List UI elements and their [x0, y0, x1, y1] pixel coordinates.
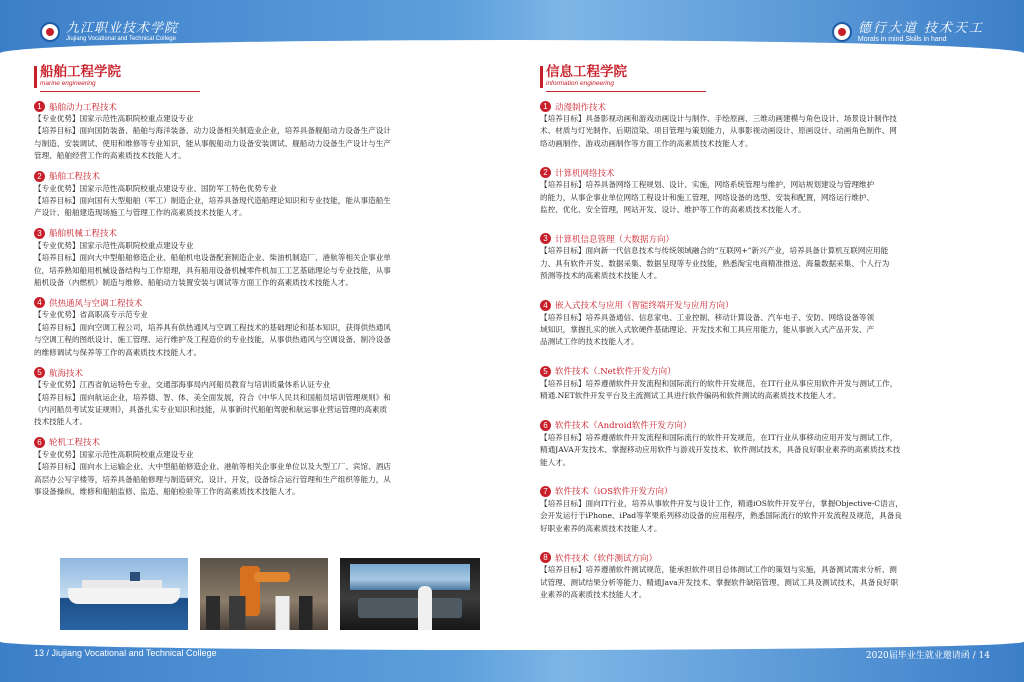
- major-number-badge: 6: [540, 420, 551, 431]
- major-name: 供热通风与空调工程技术: [49, 298, 143, 309]
- major-number-badge: 5: [540, 366, 551, 377]
- major-text-line: 事设备操纵、维修和船舶监修、监造、船舶检验等工作的高素质技术技能人才。: [34, 486, 300, 496]
- major-block: [540, 365, 990, 403]
- major-title: [34, 436, 482, 449]
- major-block: [540, 551, 990, 601]
- major-text-line: 【培养目标】具备影视动画和游戏动画设计与制作、手绘原画、三维动画建模与角色设计、场景设计制作技: [540, 114, 897, 123]
- college-emblem-icon: [40, 22, 60, 42]
- major-title: [34, 100, 482, 113]
- major-text-line: 【培养目标】面向新一代信息技术与传统领域融合的“互联网+”新兴产业，培养具备计算机互联网应用能: [540, 246, 889, 256]
- major-number-badge: 3: [540, 233, 551, 244]
- motto-cn: 德行大道 技术天工: [857, 21, 984, 36]
- major-name: 轮机工程技术: [49, 438, 101, 449]
- major-block: [540, 100, 990, 150]
- major-name: 船舶动力工程技术: [49, 102, 118, 113]
- major-block: [34, 170, 482, 220]
- major-text-line: 会开发运行于iPhone、iPad等苹果系列移动设备的应用程序，熟悉国际流行的软件开发流程及规范，具备良: [540, 511, 902, 521]
- major-text-line: 【专业优势】国家示范性高职院校重点建设专业: [34, 240, 194, 250]
- motto-en: Morals in mind Skills in hand: [857, 35, 947, 43]
- major-text-line: 【专业优势】江西省航运特色专业、交通部海事局内河船员教育与培训质量体系认证专业: [34, 380, 331, 390]
- major-name: 航海技术: [49, 368, 84, 379]
- major-text-line: 【培养目标】培养具备网络工程规划、设计、实施，网络系统管理与维护，网站规划建设与管理维护: [540, 180, 875, 190]
- major-title: [540, 419, 990, 432]
- major-text-line: 试管理、测试结果分析等能力、精通Java开发技术、掌握软件缺陷管理、测试工具及测试技术，具备良好职: [540, 577, 899, 587]
- major-number-badge: 1: [540, 101, 551, 112]
- major-name: 动漫制作技术: [555, 102, 607, 113]
- major-text-line: 品测试工作的技术技能人才。: [540, 337, 639, 347]
- major-text-line: 与空调工程的图纸设计、施工管理、运行维护及工程造价的专业技能，从事供热通风与空调设备、制冷设备: [34, 335, 391, 345]
- major-text-line: 的能力，从事企事业单位网络工程设计和施工管理，网络设备的选型、安装和配置，网络运行维护、: [540, 192, 875, 202]
- major-block: [34, 366, 482, 429]
- major-block: [34, 100, 482, 163]
- major-text-line: 精通.NET软件开发平台及主流测试工具进行软件编码和软件测试的高素质技术技能人才。: [540, 391, 841, 401]
- right-section-title: 信息工程学院: [546, 64, 627, 80]
- major-text-line: 【培养目标】面向国防装备、船舶与海洋装备、动力设备相关制造业企业，培养具备舰船动力设备生产设计: [34, 126, 391, 136]
- major-text-line: 【培养目标】培养具备通信、信息家电、工业控制、移动计算设备、汽车电子、安防、网络设备等领: [540, 312, 875, 322]
- major-text-line: 与制造、安装调试、使用和维修等专业知识，能从事舰船动力设备安装调试、舰船动力设备生产设计与生产: [34, 138, 391, 148]
- major-name: 软件技术（iOS软件开发方向）: [555, 487, 673, 498]
- header-band: [0, 0, 1024, 56]
- major-number-badge: 2: [34, 171, 45, 182]
- major-text-line: 络动画制作、游戏动画制作等方面工作的高素质技术技能人才。: [540, 138, 753, 148]
- major-name: 软件技术（Android软件开发方向）: [555, 421, 692, 432]
- major-number-badge: 7: [540, 486, 551, 497]
- major-block: [540, 232, 990, 282]
- cruise-ship-photo: [60, 558, 188, 630]
- major-title: [34, 366, 482, 379]
- major-text-line: 【培养目标】面向大中型船舶修造企业、船舶机电设备配套制造企业、柴油机制造厂、港航等相关企事业单: [34, 253, 391, 263]
- bridge-simulator-photo: [340, 558, 480, 630]
- major-number-badge: 5: [34, 367, 45, 378]
- major-text-line: 监控、优化、安全管理，网站开发、设计、维护等工作的高素质技术技能人才。: [540, 205, 806, 215]
- section-rule: [40, 91, 200, 92]
- major-number-badge: 6: [34, 437, 45, 448]
- major-text-line: 术、材质与灯光制作、后期渲染、项目管理与策划能力，从事影视动画设计、原画设计、动画角色制作、网: [540, 126, 897, 136]
- major-title: [540, 232, 990, 245]
- major-title: [34, 296, 482, 309]
- major-text-line: 【培养目标】面向航运企业，培养德、智、体、美全面发展，符合《中华人民共和国船员培训管理规则》和: [34, 392, 391, 402]
- major-text-line: 【专业优势】国家示范性高职院校重点建设专业: [34, 114, 194, 123]
- major-text-line: 高层办公写字楼等，培养具备船舶修理与制造研究、设计、开发，设备综合运行管理和生产组织等能力，从: [34, 474, 391, 484]
- major-text-line: 【专业优势】国家示范性高职院校重点建设专业: [34, 449, 194, 459]
- right-majors-list: [540, 100, 990, 601]
- major-number-badge: 4: [540, 300, 551, 311]
- major-text-line: 产设计、船舶建造现场施工与管理工作的高素质技术技能人才。: [34, 208, 247, 218]
- motto-emblem-icon: [832, 22, 852, 42]
- left-column: [34, 64, 482, 505]
- major-text-line: 【培养目标】培养遵循软件开发流程和国际流行的软件开发规范，在IT行业从事应用软件开发与测试工作，: [540, 378, 898, 388]
- left-majors-list: [34, 100, 482, 498]
- major-text-line: 域知识，掌握扎实的嵌入式软硬件基础理论、开发技术和工具应用能力，能从事嵌入式产品开发、产: [540, 325, 875, 335]
- major-block: [34, 436, 482, 499]
- footer-right-page: 2020届毕业生就业邀请函 / 14: [865, 651, 990, 661]
- major-block: [540, 419, 990, 469]
- section-accent-bar: [34, 66, 37, 88]
- college-name-cn: 九江职业技术学院: [66, 21, 179, 37]
- section-accent-bar: [540, 66, 543, 88]
- major-text-line: 好职业素养的高素质技术技能人才。: [540, 523, 662, 533]
- major-block: [34, 227, 482, 290]
- major-text-line: 预测等技术的高素质技术技能人才。: [540, 271, 662, 281]
- college-name-en: Jiujiang Vocational and Technical College: [66, 35, 176, 42]
- left-section-subtitle: marine engineering: [40, 80, 96, 87]
- major-text-line: 船机设备（内燃机）制造与维修、船舶动力装置安装与调试等方面工作的高素质技术技能人才。: [34, 278, 353, 288]
- major-text-line: 的维修调试与保养等工作的高素质技术技能人才。: [34, 347, 202, 357]
- major-name: 计算机网络技术: [555, 168, 615, 179]
- major-block: [34, 296, 482, 359]
- major-text-line: 【培养目标】培养遵循软件测试规范，能承担软件项目总体测试工作的策划与实施，具备测试需求分析、测: [540, 565, 897, 575]
- major-number-badge: 2: [540, 167, 551, 178]
- left-section-header: [34, 64, 482, 92]
- major-name: 计算机信息管理（大数据方向）: [555, 234, 675, 245]
- major-title: [540, 100, 990, 113]
- major-title: [34, 227, 482, 240]
- major-number-badge: 4: [34, 297, 45, 308]
- major-name: 船舶工程技术: [49, 172, 101, 183]
- major-title: [540, 365, 990, 378]
- robot-lab-photo: [200, 558, 328, 630]
- footer-band: [0, 640, 1024, 682]
- right-section-subtitle: information engineering: [546, 80, 614, 87]
- major-text-line: 【专业优势】省高职高专示范专业: [34, 310, 148, 320]
- major-text-line: 【培养目标】面向空调工程公司，培养具有供热通风与空调工程技术的基础理论和基本知识，获得供热通风: [34, 322, 391, 332]
- major-text-line: 【培养目标】面向IT行业，培养从事软件开发与设计工作，精通iOS软件开发平台，掌握Objective-C语言，: [540, 498, 903, 508]
- footer-left-page: 13 / Jiujiang Vocational and Technical College: [34, 648, 217, 658]
- major-text-line: 【培养目标】培养遵循软件开发流程和国际流行的软件开发规范，在IT行业从事移动应用开发与测试工作，: [540, 432, 898, 442]
- major-text-line: 《内河船员考试发证规则》，具备扎实专业知识和技能，从事新时代船舶驾驶和航运事业营运管理的高素质: [34, 404, 388, 414]
- major-block: [540, 299, 990, 349]
- major-text-line: 精通JAVA开发技术、掌握移动应用软件与游戏开发技术、软件测试技术，具备良好职业素养的高素质技术技: [540, 445, 901, 455]
- major-text-line: 【培养目标】面向国有大型船舶（军工）制造企业，培养具备现代造船理论知识和专业技能，能从事造船生: [34, 196, 391, 206]
- major-name: 船舶机械工程技术: [49, 229, 118, 240]
- major-text-line: 力、具有软件开发、数据采集、数据呈现等专业技能，熟悉淘宝电商精准推送、海量数据采集、个人行为: [540, 258, 890, 268]
- major-title: [34, 170, 482, 183]
- major-block: [540, 166, 990, 216]
- major-number-badge: 1: [34, 101, 45, 112]
- major-number-badge: 8: [540, 552, 551, 563]
- major-text-line: 【专业优势】国家示范性高职院校重点建设专业、国防军工特色优势专业: [34, 183, 277, 193]
- major-number-badge: 3: [34, 228, 45, 239]
- right-section-header: [540, 64, 990, 92]
- major-title: [540, 485, 990, 498]
- major-name: 嵌入式技术与应用（智能终端开发与应用方向）: [555, 301, 734, 312]
- section-rule: [546, 91, 706, 92]
- major-name: 软件技术（软件测试方向）: [555, 553, 658, 564]
- right-column: [540, 64, 990, 617]
- college-motto: [832, 22, 984, 43]
- photo-strip: [60, 558, 480, 630]
- left-section-title: 船舶工程学院: [40, 64, 121, 80]
- major-title: [540, 551, 990, 564]
- major-text-line: 位，培养熟知船用机械设备结构与工作原理，具有船用设备机械零件机加工工艺基础理论与专业技能，从事: [34, 265, 391, 275]
- major-text-line: 技术技能人才。: [34, 417, 88, 427]
- major-title: [540, 166, 990, 179]
- major-text-line: 【培养目标】面向水上运输企业、大中型船舶修造企业、港航等相关企事业单位以及大型工厂、宾馆、酒店: [34, 462, 391, 472]
- major-block: [540, 485, 990, 535]
- major-title: [540, 299, 990, 312]
- major-text-line: 管理、船舶经营工作的高素质技术技能人才。: [34, 151, 186, 161]
- major-text-line: 业素养的高素质技术技能人才。: [540, 589, 647, 599]
- major-name: 软件技术（.Net软件开发方向）: [555, 367, 676, 378]
- major-text-line: 能人才。: [540, 457, 571, 467]
- college-logo: [40, 22, 178, 42]
